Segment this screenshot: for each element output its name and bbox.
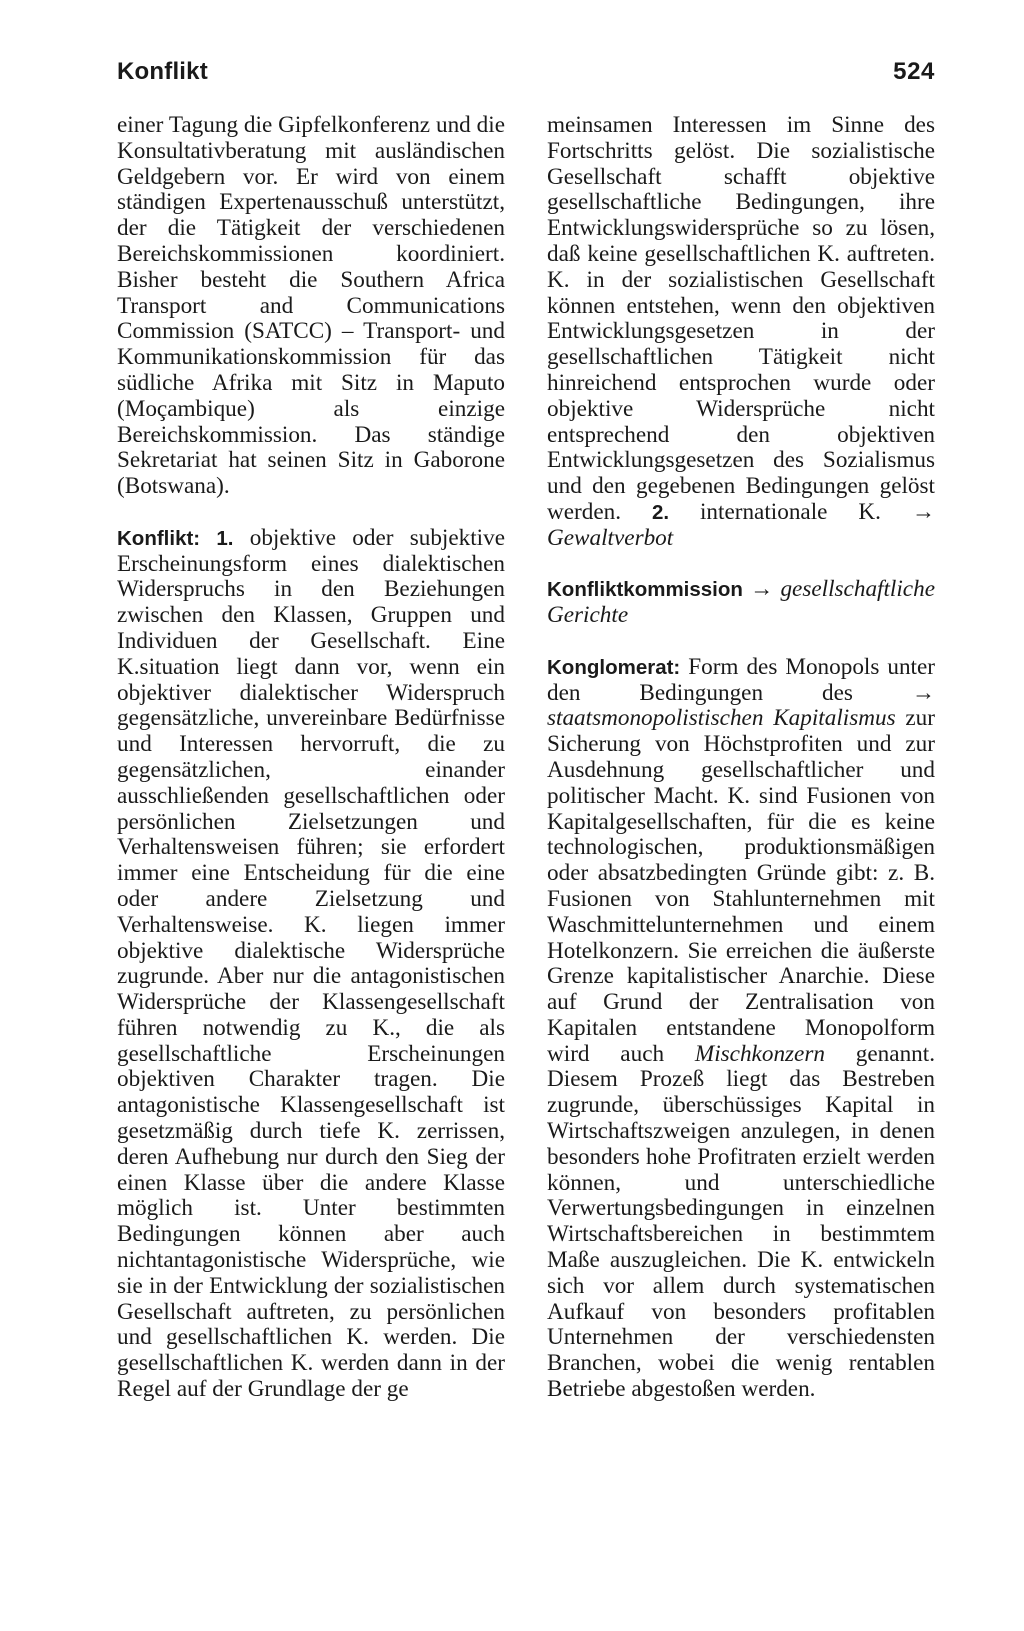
cross-reference-arrow-icon: → [750, 576, 774, 603]
cross-reference-arrow-icon: → [911, 679, 935, 706]
definition-text: genannt. Diesem Prozeß liegt das Bestreben zugrunde, überschüssiges Kapital in Wirtschaftszweigen anzulegen, in denen besonders hohe Profitraten erzielt werden können, und unterschiedliche Verwertungsbedingungen in einzelnen Wirtschaftsbereichen in bestimmtem Maße auszugleichen. Die K. entwickeln sich vor allem durch systematischen Aufkauf von besonders profitablen Unternehmen der verschiedensten Branchen, wobei die wenig rentablen Betriebe abgestoßen werden. [547, 1040, 935, 1403]
continued-entry-text [117, 113, 505, 500]
left-column [117, 113, 505, 1429]
entry-konglomerat [547, 655, 935, 1403]
sense-number-1: 1. [216, 526, 234, 550]
cross-reference-gesellschaftliche-gerichte[interactable]: gesellschaftliche Gerichte [547, 576, 935, 629]
entry-konfliktkommission [547, 577, 935, 629]
sense-number-2: 2. [651, 500, 670, 524]
lemma-konfliktkommission: Konfliktkommission [547, 578, 743, 602]
definition-text: zur Sicherung von Höchstprofiten und zur Ausdehnung gesellschaftlicher und politischer Macht. K. sind Fusionen von Kapitalgesellschaften, für die es keine technologischen, produktionsmäßigen oder absatzbedingten Gründe gibt: z. B. Fusionen von Stahlunternehmen mit Waschmittelunternehmen und einem Hotelkonzern. Sie erreichen die äußerste Grenze kapitalistischer Anarchie. Diese auf Grund der Zentralisation von Kapitalen entstandene Monopolform wird auch [547, 705, 935, 1067]
entry-konflikt [117, 526, 505, 1403]
italic-term-mischkonzern: Mischkonzern [694, 1040, 825, 1067]
continuation-text: einer Tagung die Gipfelkonferenz und die Konsultativberatung mit ausländischen Geldgebern vor. Er wird von einem ständigen Expertenausschuß unterstützt, der die Tätigkeit der verschiedenen Bereichskommissionen koordiniert. Bisher besteht die Southern Africa Transport and Communications Commission (SATCC) – Transport- und Kommunikationskommission für das südliche Afrika mit Sitz in Maputo (Moçambique) als einzige Bereichskommission. Das ständige Sekretariat hat seinen Sitz in Gaborone (Botswana). [117, 112, 505, 500]
cross-reference-staatsmonopolistischer-kapitalismus[interactable]: staatsmonopolistischen Kapitalismus [547, 705, 896, 732]
cross-reference-gewaltverbot[interactable]: Gewaltverbot [547, 524, 674, 551]
right-column [547, 113, 935, 1429]
lemma-konglomerat: Konglomerat: [547, 655, 681, 679]
definition-text: meinsamen Interessen im Sinne des Fortschritts gelöst. Die sozialistische Gesellschaft schafft objektive gesellschaftliche Bedingungen, ihre Entwicklungswidersprüche so zu lösen, daß keine gesellschaftlichen K. auftreten. K. in der sozialistischen Gesellschaft können entstehen, wenn den objektiven Entwicklungsgesetzen in der gesellschaftlichen Tätigkeit nicht hinreichend entsprochen wurde oder objektive Widersprüche nicht entsprechend den objektiven Entwicklungsgesetzen des Sozialismus und den gegebenen Bedingungen gelöst werden. [547, 112, 935, 525]
running-head: Konflikt [117, 58, 208, 85]
entry-konflikt-continued [547, 113, 935, 552]
definition-text: internationale K. [669, 498, 912, 525]
page-number: 524 [893, 58, 935, 85]
definition-text: Form des Monopols unter den Bedingungen des [547, 653, 935, 706]
cross-reference-arrow-icon: → [911, 498, 935, 525]
page-header [117, 58, 935, 92]
lemma-konflikt: Konflikt: [117, 526, 201, 550]
definition-text: objektive oder subjektive Erscheinungsform eines dialektischen Widerspruchs in den Beziehungen zwischen den Klassen, Gruppen und Individuen der Gesellschaft. Eine K.situation liegt dann vor, wenn ein objektiver dialektischer Widerspruch gegensätzliche, unvereinbare Bedürfnisse und Interessen hervorruft, die zu gegensätzlichen, einander ausschließenden gesellschaftlichen oder persönlichen Zielsetzungen und Verhaltensweisen führen; sie erfordert immer eine Entscheidung für die eine oder andere Zielsetzung und Verhaltensweise. K. liegen immer objektive dialektische Widersprüche zugrunde. Aber nur die antagonistischen Widersprüche der Klassengesellschaft führen notwendig zu K., die als gesellschaftliche Erscheinungen objektiven Charakter tragen. Die antagonistische Klassengesellschaft ist gesetzmäßig durch tiefe K. zerrissen, deren Aufhebung nur durch den Sieg der einen Klasse über die andere Klasse möglich ist. Unter bestimmten Bedingungen können aber auch nichtantagonistische Widersprüche, wie sie in der Entwicklung der sozialistischen Gesellschaft auftreten, zu persönlichen und gesellschaftlichen K. werden. Die gesellschaftlichen K. werden dann in der Regel auf der Grundlage der ge [117, 524, 506, 1403]
